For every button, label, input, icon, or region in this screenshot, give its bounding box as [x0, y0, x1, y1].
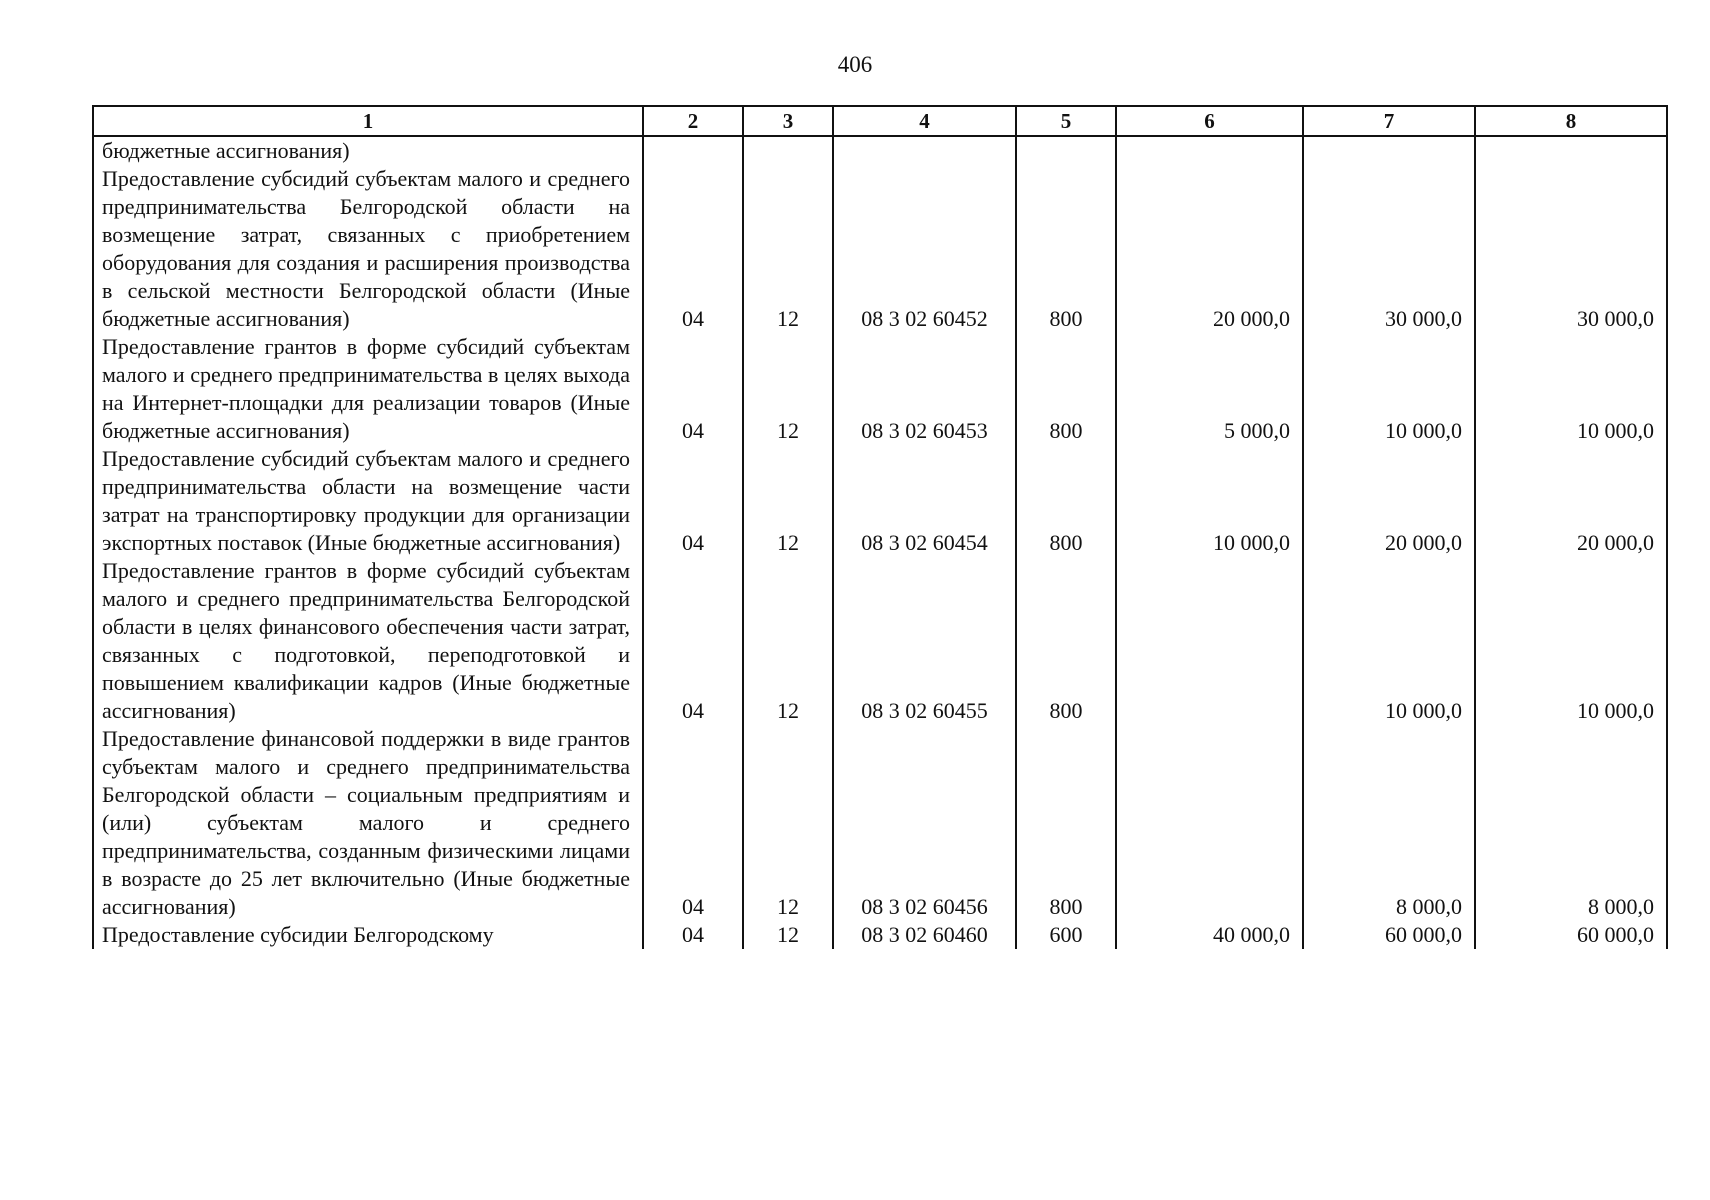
- cell-amount-8: 30 000,0: [1475, 165, 1667, 333]
- cell-amount-8: 60 000,0: [1475, 921, 1667, 949]
- row-description: Предоставление субсидий субъектам малого и среднего предпринимательства области на возмещение части затрат на транспортировку продукции для организации экспортных поставок (Иные бюджетные ассигнования): [93, 445, 643, 557]
- table-row: [93, 136, 1667, 165]
- cell-expense-type: 800: [1016, 333, 1116, 445]
- row-description: Предоставление субсидии Белгородскому: [93, 921, 643, 949]
- cell-target-code: 08 3 02 60452: [833, 165, 1016, 333]
- cell-target-code: 08 3 02 60456: [833, 725, 1016, 921]
- cell-amount-6: 5 000,0: [1116, 333, 1303, 445]
- table-row: [93, 921, 1667, 949]
- cell-expense-type: 800: [1016, 165, 1116, 333]
- cell-amount-7: 10 000,0: [1303, 557, 1475, 725]
- cell-expense-type: 800: [1016, 725, 1116, 921]
- column-header: 3: [743, 106, 833, 136]
- budget-table: [92, 105, 1668, 949]
- cell-amount-6: 10 000,0: [1116, 445, 1303, 557]
- cell-amount-7: 10 000,0: [1303, 333, 1475, 445]
- column-header: 7: [1303, 106, 1475, 136]
- column-header: 6: [1116, 106, 1303, 136]
- cell-amount-6: 40 000,0: [1116, 921, 1303, 949]
- table-header-row: [93, 106, 1667, 136]
- row-description: Предоставление финансовой поддержки в виде грантов субъектам малого и среднего предпринимательства Белгородской области – социальным предприятиям и (или) субъектам малого и среднего предпринимательства, созданным физическими лицами в возрасте до 25 лет включительно (Иные бюджетные ассигнования): [93, 725, 643, 921]
- cell-amount-6: [1116, 557, 1303, 725]
- cell-subsection: 12: [743, 333, 833, 445]
- cell-subsection: 12: [743, 557, 833, 725]
- cell-section: 04: [643, 557, 743, 725]
- cell-amount-6: 20 000,0: [1116, 165, 1303, 333]
- cell-amount-7: 30 000,0: [1303, 165, 1475, 333]
- cell-amount-8: 10 000,0: [1475, 557, 1667, 725]
- row-description: Предоставление субсидий субъектам малого и среднего предпринимательства Белгородской области на возмещение затрат, связанных с приобретением оборудования для создания и расширения производства в сельской местности Белгородской области (Иные бюджетные ассигнования): [93, 165, 643, 333]
- cell-section: 04: [643, 333, 743, 445]
- cell-amount-7: 8 000,0: [1303, 725, 1475, 921]
- cell-section: 04: [643, 725, 743, 921]
- cell-expense-type: 600: [1016, 921, 1116, 949]
- page-number: 406: [837, 52, 873, 77]
- table-row: [93, 725, 1667, 921]
- cell-section: 04: [643, 445, 743, 557]
- column-header: 8: [1475, 106, 1667, 136]
- table-row: [93, 165, 1667, 333]
- column-header: 5: [1016, 106, 1116, 136]
- table-row: [93, 557, 1667, 725]
- row-description: Предоставление грантов в форме субсидий субъектам малого и среднего предпринимательства Белгородской области в целях финансового обеспечения части затрат, связанных с подготовкой, переподготовкой и повышением квалификации кадров (Иные бюджетные ассигнования): [93, 557, 643, 725]
- cell-target-code: 08 3 02 60454: [833, 445, 1016, 557]
- row-description: бюджетные ассигнования): [93, 136, 643, 165]
- cell-subsection: 12: [743, 165, 833, 333]
- cell-subsection: 12: [743, 921, 833, 949]
- cell-expense-type: 800: [1016, 445, 1116, 557]
- cell-section: [643, 136, 743, 165]
- cell-expense-type: 800: [1016, 557, 1116, 725]
- cell-amount-7: [1303, 136, 1475, 165]
- cell-amount-7: 60 000,0: [1303, 921, 1475, 949]
- row-description: Предоставление грантов в форме субсидий субъектам малого и среднего предпринимательства в целях выхода на Интернет-площадки для реализации товаров (Иные бюджетные ассигнования): [93, 333, 643, 445]
- cell-section: 04: [643, 165, 743, 333]
- cell-expense-type: [1016, 136, 1116, 165]
- cell-target-code: 08 3 02 60455: [833, 557, 1016, 725]
- cell-amount-7: 20 000,0: [1303, 445, 1475, 557]
- cell-amount-6: [1116, 725, 1303, 921]
- cell-subsection: 12: [743, 445, 833, 557]
- column-header: 2: [643, 106, 743, 136]
- cell-section: 04: [643, 921, 743, 949]
- table-row: [93, 333, 1667, 445]
- cell-target-code: 08 3 02 60460: [833, 921, 1016, 949]
- cell-amount-8: 8 000,0: [1475, 725, 1667, 921]
- cell-amount-6: [1116, 136, 1303, 165]
- cell-amount-8: 20 000,0: [1475, 445, 1667, 557]
- cell-subsection: 12: [743, 725, 833, 921]
- cell-amount-8: [1475, 136, 1667, 165]
- column-header: 1: [93, 106, 643, 136]
- table-row: [93, 445, 1667, 557]
- column-header: 4: [833, 106, 1016, 136]
- cell-subsection: [743, 136, 833, 165]
- cell-amount-8: 10 000,0: [1475, 333, 1667, 445]
- cell-target-code: [833, 136, 1016, 165]
- cell-target-code: 08 3 02 60453: [833, 333, 1016, 445]
